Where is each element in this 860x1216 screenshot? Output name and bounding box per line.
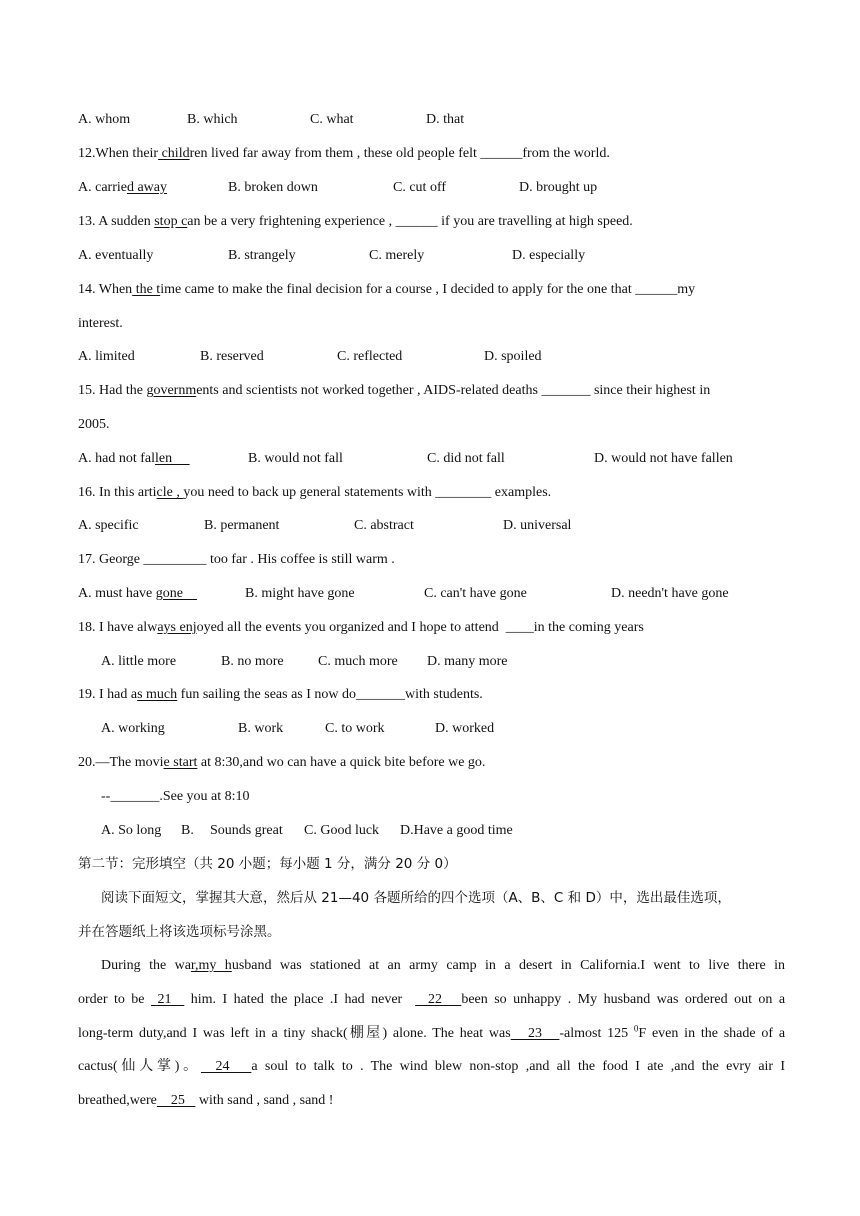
q12-option-a: A. carried away (78, 180, 168, 195)
q20-option-a: A. So long (101, 823, 162, 838)
q16-option-a: A. specific (78, 518, 139, 533)
passage-line-4: cactus(仙人掌)。 24 a soul to talk to . The wind blew non-stop ,and all the food I ate ,and the evry air I (78, 1059, 786, 1074)
q15-stem-cont: 2005. (78, 417, 110, 432)
q16-option-d: D. universal (503, 518, 572, 533)
q20-reply: --_______.See you at 8:10 (101, 789, 250, 804)
q11-option-c: C. what (310, 112, 354, 127)
q13-stem: 13. A sudden stop can be a very frightening experience , ______ if you are travelling at high speed. (78, 214, 633, 229)
q18-option-b: B. no more (221, 654, 284, 669)
q14-option-a: A. limited (78, 349, 135, 364)
passage-line-3: long-term duty,and I was left in a tiny shack(棚屋) alone. The heat was 23 -almost 125 $^0$F even in the shade of a (78, 1023, 786, 1041)
section2-instruction-line1: 阅读下面短文，掌握其大意，然后从 21—40 各题所给的四个选项（A、B、C 和 D）中，选出最佳选项， (101, 890, 731, 906)
section2-instruction-line2: 并在答题纸上将该选项标号涂黑。 (78, 924, 281, 940)
q17-option-b: B. might have gone (245, 586, 355, 601)
q12-stem: 12.When their children lived far away from them , these old people felt ______from the world. (78, 146, 610, 161)
q18-option-a: A. little more (101, 654, 177, 669)
q19-option-a: A. working (101, 721, 165, 736)
q18-stem: 18. I have always enjoyed all the events you organized and I hope to attend ____in the coming years (78, 620, 644, 635)
q12-option-c: C. cut off (393, 180, 447, 195)
q19-stem: 19. I had as much fun sailing the seas as I now do_______with students. (78, 687, 483, 702)
passage-line-2: order to be 21 him. I hated the place .I had never 22 been so unhappy . My husband was ordered out on a (78, 992, 786, 1007)
q13-option-b: B. strangely (228, 248, 296, 263)
q15-option-b: B. would not fall (248, 451, 343, 466)
q12-option-d: D. brought up (519, 180, 598, 195)
q13-option-d: D. especially (512, 248, 586, 263)
q16-option-c: C. abstract (354, 518, 414, 533)
passage-line-5: breathed,were 25 with sand , sand , sand ! (78, 1093, 334, 1108)
q11-option-a: A. whom (78, 112, 131, 127)
blank-21: 21 (157, 992, 172, 1007)
q19-option-d: D. worked (435, 721, 495, 736)
q20-option-b: Sounds great (210, 823, 283, 838)
blank-25: 25 (170, 1093, 185, 1108)
q14-stem: 14. When the time came to make the final decision for a course , I decided to apply for the one that ______my (78, 282, 696, 297)
q11-option-d: D. that (426, 112, 465, 127)
q14-option-c: C. reflected (337, 349, 403, 364)
blank-23: 23 (528, 1026, 542, 1041)
q17-option-a: A. must have gone (78, 586, 197, 601)
q20-option-d: D.Have a good time (400, 823, 513, 838)
blank-22: 22 (428, 992, 442, 1007)
q12-option-b: B. broken down (228, 180, 318, 195)
q18-option-c: C. much more (318, 654, 398, 669)
q13-option-a: A. eventually (78, 248, 154, 263)
q17-option-d: D. needn't have gone (611, 586, 729, 601)
q20-option-c: C. Good luck (304, 823, 380, 838)
q15-option-c: C. did not fall (427, 451, 505, 466)
q16-stem: 16. In this article , you need to back up general statements with ________ examples. (78, 485, 552, 500)
q13-option-c: C. merely (369, 248, 425, 263)
passage-line-1: During the war,my husband was stationed at an army camp in a desert in California.I went to live there in (101, 958, 785, 973)
q18-option-d: D. many more (427, 654, 508, 669)
q17-option-c: C. can't have gone (424, 586, 527, 601)
q14-option-d: D. spoiled (484, 349, 542, 364)
q15-stem: 15. Had the governments and scientists not worked together , AIDS-related deaths _______ since their highest in (78, 383, 711, 398)
q19-option-b: B. work (238, 721, 284, 736)
q20-stem: 20.—The movie start at 8:30,and wo can have a quick bite before we go. (78, 755, 486, 770)
q15-option-a: A. had not fallen (78, 451, 190, 466)
blank-24: 24 (215, 1059, 230, 1074)
q14-stem-cont: interest. (78, 316, 123, 331)
q17-stem: 17. George _________ too far . His coffee is still warm . (78, 552, 395, 567)
q14-option-b: B. reserved (200, 349, 264, 364)
q20-option-b-letter: B. (181, 823, 194, 838)
q19-option-c: C. to work (325, 721, 385, 736)
q11-option-b: B. which (187, 112, 238, 127)
section2-heading: 第二节：完形填空（共 20 小题；每小题 1 分，满分 20 分 0） (78, 856, 457, 872)
q15-option-d: D. would not have fallen (594, 451, 733, 466)
q16-option-b: B. permanent (204, 518, 280, 533)
